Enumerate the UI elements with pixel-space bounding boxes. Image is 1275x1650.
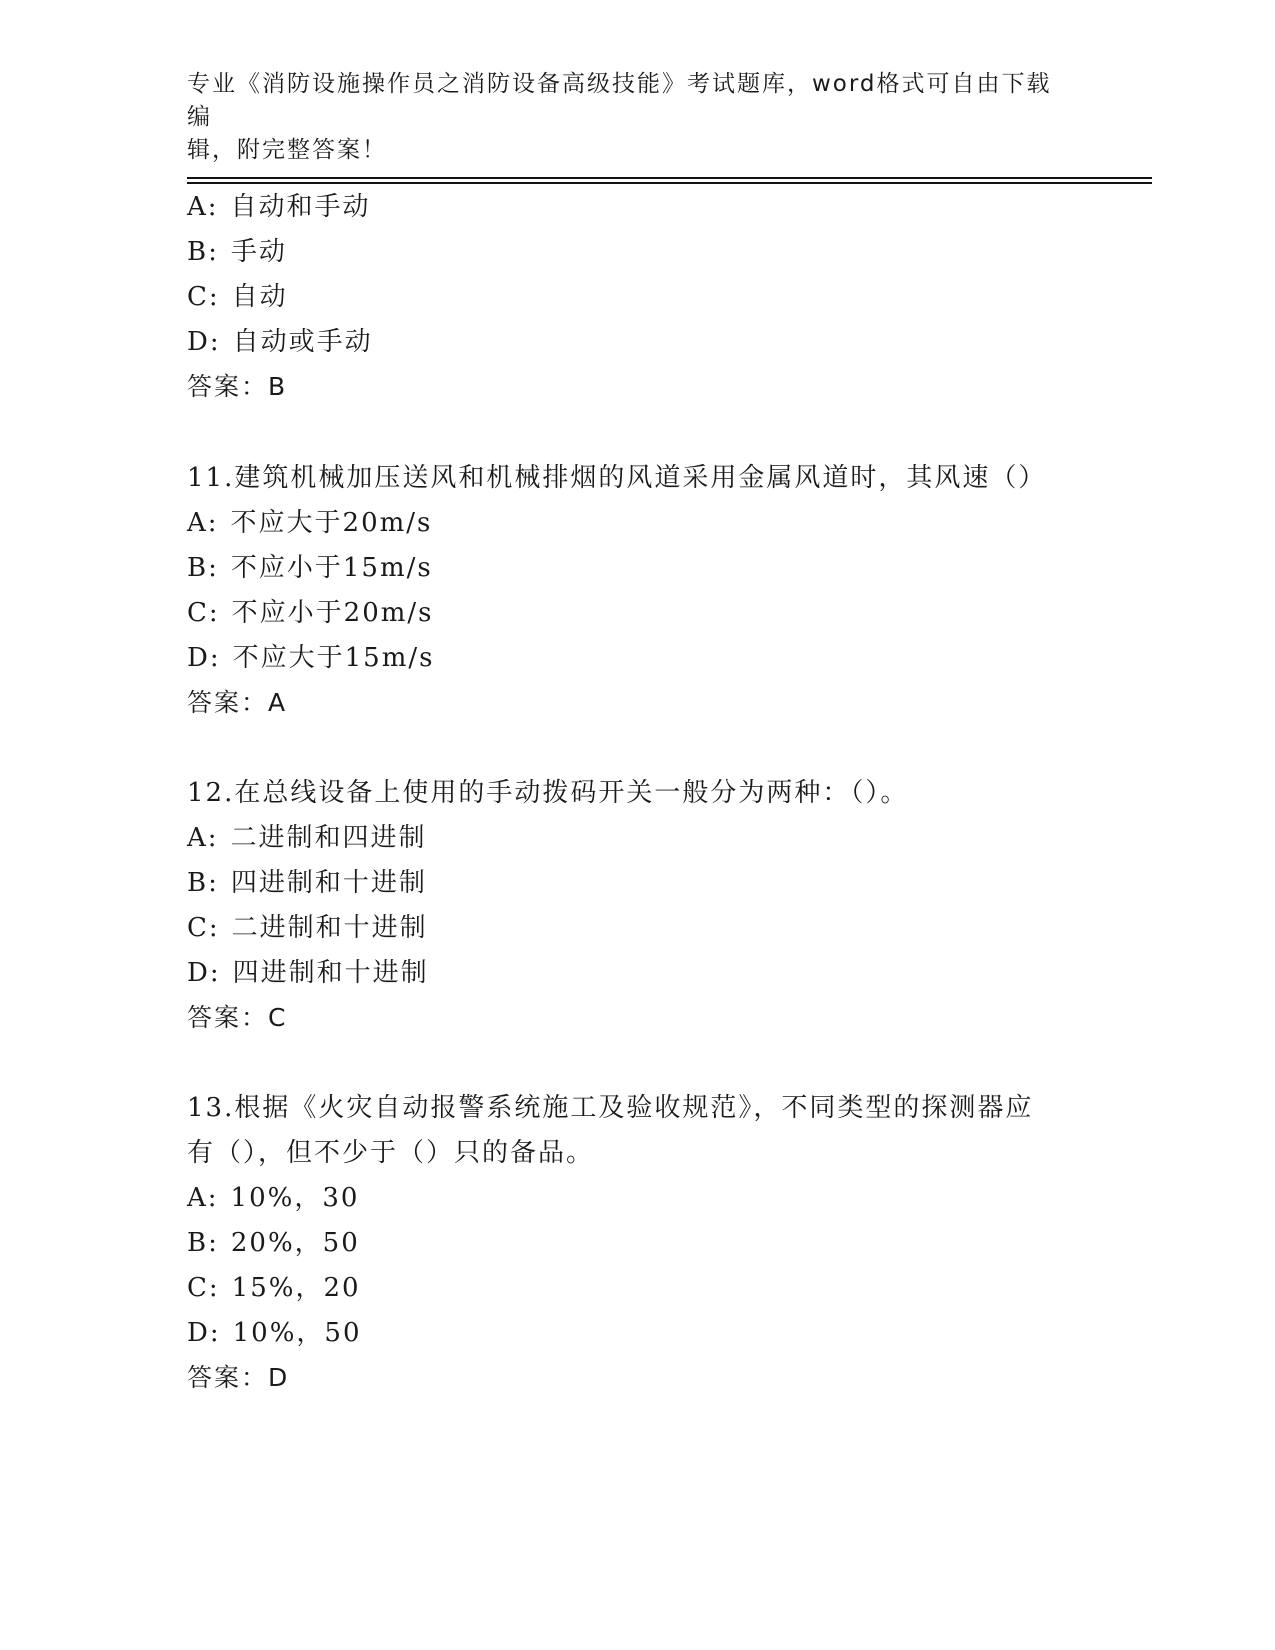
question-stem: 12.在总线设备上使用的手动拨码开关一般分为两种：（）。 [187, 778, 909, 808]
document-header [187, 68, 1067, 167]
option-c: C: 自动 [187, 282, 288, 312]
option-b: B: 四进制和十进制 [187, 868, 427, 898]
option-c: C: 不应小于20m/s [187, 598, 434, 628]
option-a: A: 二进制和四进制 [187, 823, 427, 853]
option-d: D: 四进制和十进制 [187, 958, 429, 988]
option-a: A: 自动和手动 [187, 192, 371, 222]
header-line-2: 辑，附完整答案！ [187, 137, 387, 163]
answer: 答案：A [187, 688, 288, 717]
header-line-1: 专业《消防设施操作员之消防设备高级技能》考试题库，word格式可自由下载编 [187, 71, 1052, 130]
option-b: B: 手动 [187, 237, 287, 267]
answer: 答案：B [187, 372, 288, 401]
option-d: D: 10%，50 [187, 1318, 362, 1348]
option-b: B: 不应小于15m/s [187, 553, 433, 583]
option-d: D: 不应大于15m/s [187, 643, 435, 673]
answer: 答案：C [187, 1003, 288, 1032]
question-stem-line-2: 有（），但不少于（）只的备品。 [187, 1138, 595, 1168]
option-d: D: 自动或手动 [187, 327, 373, 357]
option-c: C: 15%，20 [187, 1273, 361, 1303]
option-a: A: 不应大于20m/s [187, 508, 433, 538]
answer: 答案：D [187, 1363, 290, 1392]
question-stem-line-1: 13.根据《火灾自动报警系统施工及验收规范》，不同类型的探测器应 [187, 1093, 1034, 1123]
header-divider-top [187, 177, 1152, 179]
option-c: C: 二进制和十进制 [187, 913, 428, 943]
option-a: A: 10%，30 [187, 1183, 360, 1213]
question-stem: 11.建筑机械加压送风和机械排烟的风道采用金属风道时，其风速（） [187, 463, 1047, 493]
header-divider-bottom [187, 182, 1152, 184]
option-b: B: 20%，50 [187, 1228, 360, 1258]
